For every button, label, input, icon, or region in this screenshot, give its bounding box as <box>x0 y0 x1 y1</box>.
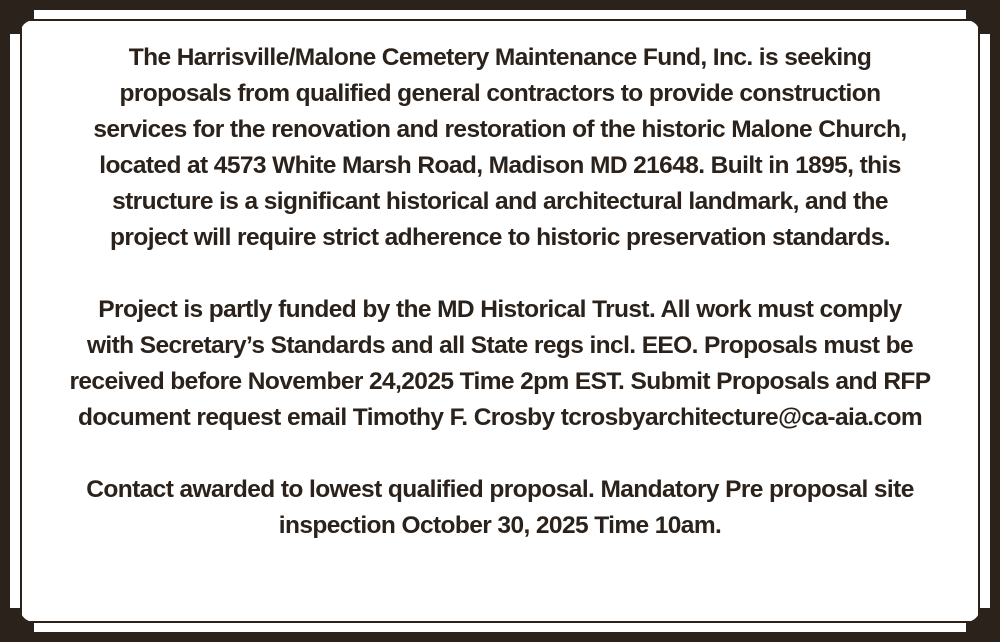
text-line: Project is partly funded by the MD Historical Trust. All work must comply <box>98 296 902 323</box>
text-line: proposals from qualified general contractors to provide construction <box>119 80 881 107</box>
text-line: with Secretary’s Standards and all State regs incl. EEO. Proposals must be <box>86 332 914 359</box>
text-line: services for the renovation and restoration of the historic Malone Church, <box>93 116 907 143</box>
text-line: document request email Timothy F. Crosby tcrosbyarchitecture@ca-aia.com <box>77 404 923 431</box>
text-line: received before November 24,2025 Time 2pm EST. Submit Proposals and RFP <box>69 368 931 395</box>
text-line: located at 4573 White Marsh Road, Madison MD 21648. Built in 1895, this <box>99 152 901 179</box>
paragraph-award <box>30 472 970 544</box>
text-line: inspection October 30, 2025 Time 10am. <box>278 512 722 539</box>
paragraph-funding <box>30 292 970 436</box>
paragraph-intro <box>30 40 970 256</box>
notice-body <box>30 40 970 544</box>
text-line: The Harrisville/Malone Cemetery Maintenance Fund, Inc. is seeking <box>128 44 872 71</box>
text-line: project will require strict adherence to historic preservation standards. <box>110 224 890 251</box>
text-line: structure is a significant historical and architectural landmark, and the <box>112 188 888 215</box>
text-line: Contact awarded to lowest qualified proposal. Mandatory Pre proposal site <box>86 476 914 503</box>
